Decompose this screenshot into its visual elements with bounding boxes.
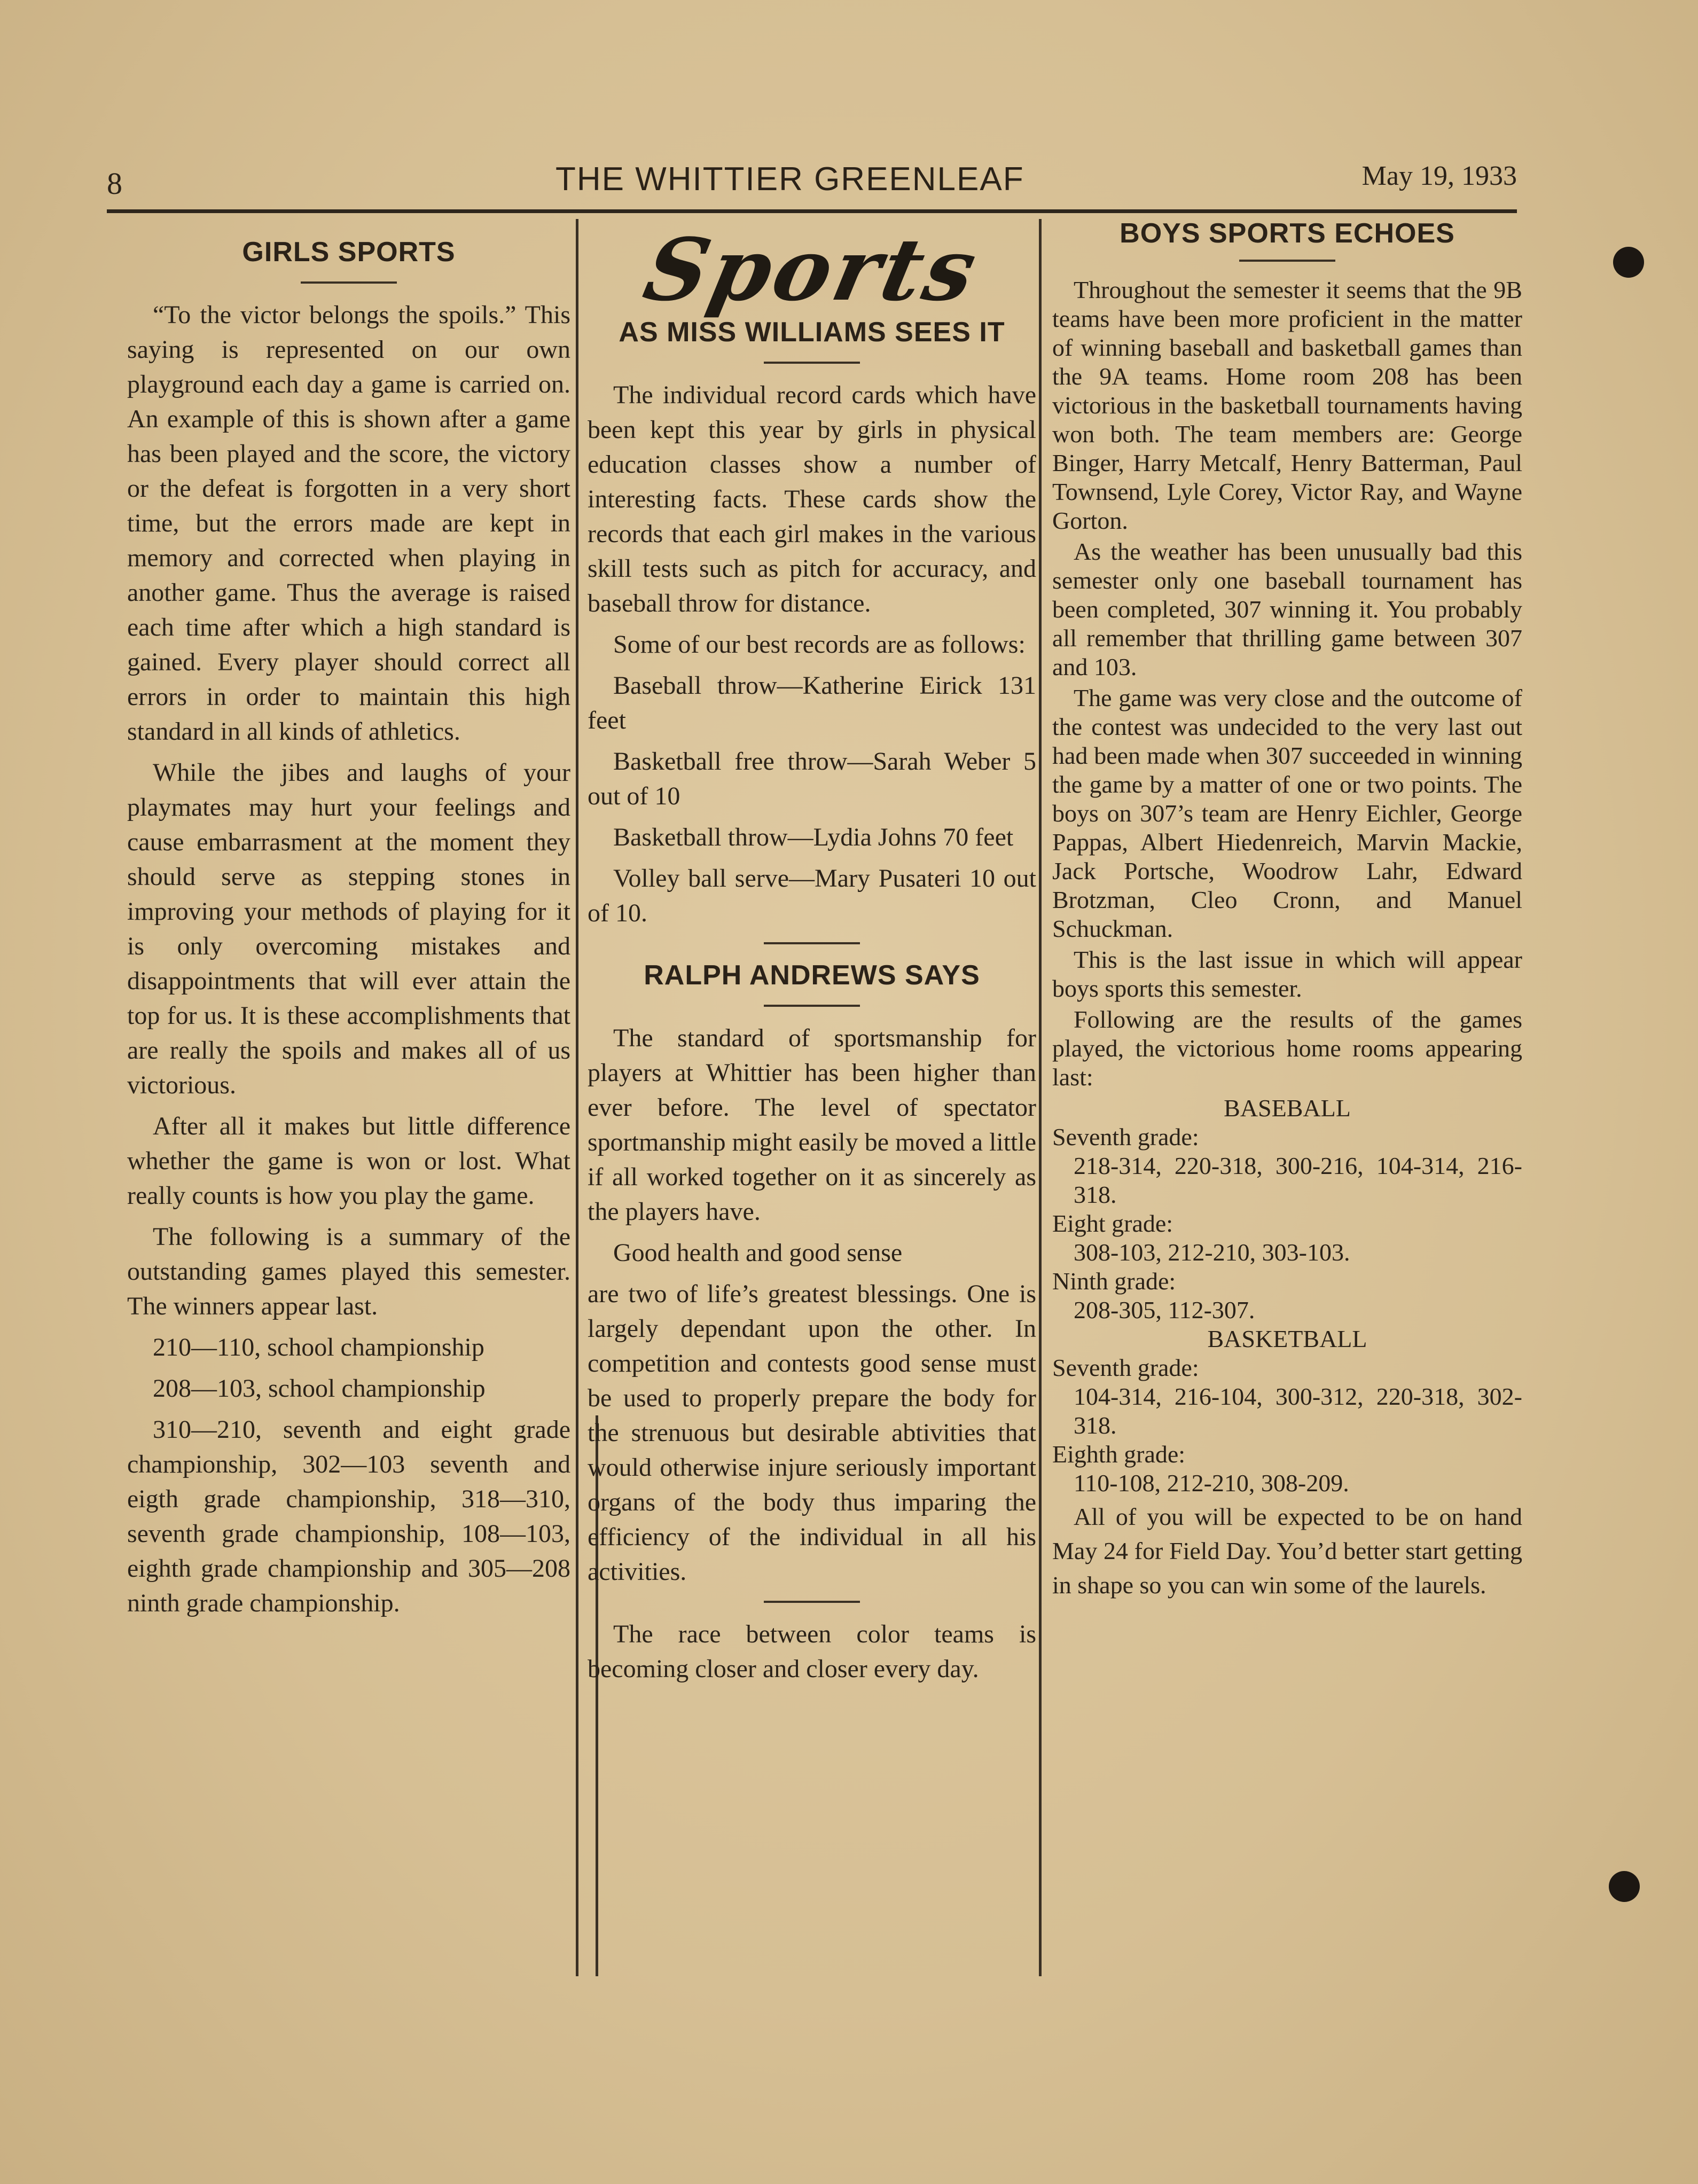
article-paragraph: “To the victor belongs the spoils.” This saying is represented on our own playground each day a game is carried on. An example of this is shown after a game has been played and the score, the victory or the defeat is forgotten in a very short time, but the errors made are kept in memory and corrected when playing in another game. Thus the average is raised each time after which a high standard is gained. Every player should correct all errors in order to maintain this high standard in all kinds of athletics. (127, 301, 570, 746)
article-paragraph: The game was very close and the outcome of the contest was undecided to the very last out had been made when 307 succeeded in winning the game by a matter of one or two points. The boys on 307’s team are Henry Eichler, George Pappas, Albert Hiedenreich, Marvin Mackie, Jack Portsche, Woodrow Lahr, Edward Brotzman, Cleo Cronn, and Manuel Schuckman. (1052, 684, 1522, 942)
sports-logo: Sports (636, 220, 988, 320)
masthead-rule (107, 209, 1517, 213)
game-result: 208—103, school championship (153, 1374, 486, 1403)
punch-hole (1609, 1871, 1640, 1902)
grade-results: 218-314, 220-318, 300-216, 104-314, 216-318. (1074, 1152, 1522, 1208)
williams-heading: AS MISS WILLIAMS SEES IT (619, 317, 1005, 348)
grade-results: 208-305, 112-307. (1074, 1296, 1255, 1324)
grade-label: Eighth grade: (1052, 1441, 1186, 1468)
article-paragraph: The standard of sportsmanship for players at Whittier has been higher than ever before. The level of spectator sportmanship might easily be moved a little if all worked together on it as sincerely as the players have. (588, 1024, 1036, 1226)
middle-column (588, 220, 1036, 1693)
heading-rule (764, 362, 860, 364)
grade-results: 104-314, 216-104, 300-312, 220-318, 302-318. (1074, 1383, 1522, 1439)
record-item: Volley ball serve—Mary Pusateri 10 out of 10. (588, 864, 1036, 927)
grade-results: 110-108, 212-210, 308-209. (1074, 1469, 1349, 1497)
article-paragraph: Good health and good sense (613, 1239, 903, 1267)
grade-label: Eight grade: (1052, 1210, 1173, 1237)
article-paragraph: As the weather has been unusually bad this semester only one baseball tournament has been completed, 307 winning it. You probably all remember that thrilling game between 307 and 103. (1052, 538, 1522, 680)
article-paragraph: Throughout the semester it seems that the 9B teams have been more proficient in the matter of winning baseball and basketball games than the 9A teams. Home room 208 has been victorious in the basketball tournaments having won both. The team members are: George Binger, Harry Metcalf, Henry Batterman, Paul Townsend, Lyle Corey, Victor Ray, and Wayne Gorton. (1052, 276, 1522, 534)
article-paragraph: Some of our best records are as follows: (613, 630, 1026, 659)
article-paragraph: While the jibes and laughs of your playmates may hurt your feelings and cause embarrasment at the moment they should serve as stepping stones in improving your methods of playing for it is only overcoming mistakes and disappointments that will ever attain the top for us. It is these accomplishments that are really the spoils and makes all of us victorious. (127, 758, 570, 1099)
boys-sports-heading: BOYS SPORTS ECHOES (1120, 218, 1455, 249)
game-result: 310—210, seventh and eight grade championship, 302—103 seventh and eigth grade championship, 318—310, seventh grade championship, 108—103, eighth grade championship and 305—208 ninth grade championship. (127, 1415, 570, 1617)
girls-sports-heading: GIRLS SPORTS (242, 237, 456, 268)
andrews-heading: RALPH ANDREWS SAYS (644, 960, 980, 991)
article-paragraph: The race between color teams is becoming closer and closer every day. (588, 1620, 1036, 1683)
record-item: Basketball free throw—Sarah Weber 5 out of 10 (588, 747, 1036, 810)
article-paragraph: This is the last issue in which will appear boys sports this semester. (1052, 946, 1522, 1002)
masthead (107, 155, 1517, 206)
article-paragraph: Following are the results of the games played, the victorious home rooms appearing last: (1052, 1006, 1522, 1091)
article-paragraph: The individual record cards which have been kept this year by girls in physical education classes show a number of interesting facts. These cards show the records that each girl makes in the various skill tests such as pitch for accuracy, and baseball throw for distance. (588, 381, 1036, 617)
grade-label: Ninth grade: (1052, 1267, 1176, 1295)
grade-label: Seventh grade: (1052, 1123, 1199, 1150)
record-item: Basketball throw—Lydia Johns 70 feet (613, 823, 1014, 851)
heading-rule (764, 1005, 860, 1007)
grade-label: Seventh grade: (1052, 1354, 1199, 1381)
punch-hole (1613, 247, 1644, 278)
article-paragraph: After all it makes but little difference whether the game is won or lost. What really counts is how you play the game. (127, 1112, 570, 1210)
game-result: 210—110, school championship (153, 1333, 484, 1361)
grade-results: 308-103, 212-210, 303-103. (1074, 1239, 1350, 1266)
issue-date: May 19, 1933 (1361, 161, 1517, 191)
section-rule (764, 1601, 860, 1603)
column-divider (576, 219, 578, 1976)
page-number: 8 (107, 166, 122, 201)
newspaper-title: THE WHITTIER GREENLEAF (555, 161, 1024, 198)
article-paragraph: The following is a summary of the outstanding games played this semester. The winners appear last. (127, 1223, 570, 1320)
baseball-subheading: BASEBALL (1224, 1094, 1351, 1122)
boys-sports-column (1052, 219, 1522, 1604)
article-paragraph: All of you will be expected to be on hand May 24 for Field Day. You’d better start getting in shape so you can win some of the laurels. (1052, 1503, 1522, 1599)
article-paragraph: are two of life’s greatest blessings. One is largely dependant upon the other. In competition and contests good sense must be used to properly prepare the body for the strenuous but desirable abtivities that would otherwise injure seriously important organs of the body thus imparing the efficiency of the individual in all his activities. (588, 1280, 1036, 1586)
column-divider (1039, 219, 1042, 1976)
heading-rule (301, 281, 397, 284)
girls-sports-column (127, 235, 570, 1627)
section-rule (764, 942, 860, 944)
basketball-subheading: BASKETBALL (1207, 1325, 1367, 1352)
heading-rule (1239, 260, 1335, 262)
record-item: Baseball throw—Katherine Eirick 131 feet (588, 671, 1036, 734)
